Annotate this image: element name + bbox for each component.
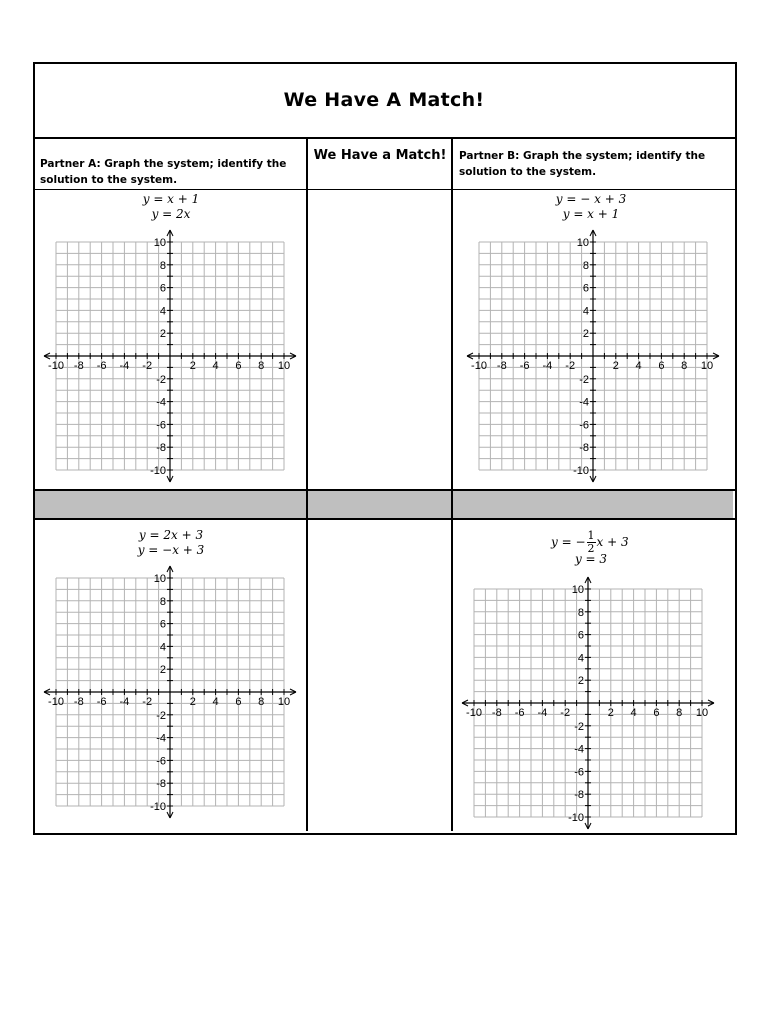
x-tick-label: 10 (700, 360, 714, 372)
b2-equation-2: y = 3 (574, 552, 608, 566)
separator-band (35, 491, 733, 518)
b2-eq1-numerator: 1 (587, 529, 595, 542)
x-tick-label: 10 (277, 360, 291, 372)
y-tick-label: 4 (159, 641, 166, 654)
y-tick-label: 6 (582, 282, 589, 295)
y-tick-label: 6 (159, 618, 166, 631)
x-tick-label: -8 (496, 360, 507, 372)
y-tick-label: 10 (576, 237, 589, 249)
partner-b-instructions: Partner B: Graph the system; identify the solution to the system. (459, 150, 706, 178)
y-tick-label: 4 (159, 305, 166, 318)
x-tick-label: -6 (519, 360, 530, 372)
x-tick-label: -2 (142, 360, 153, 372)
y-tick-label: 2 (159, 664, 166, 677)
y-tick-label: -4 (156, 732, 166, 745)
y-tick-label: 4 (577, 652, 584, 665)
y-tick-label: 2 (159, 328, 166, 341)
y-tick-label: -2 (156, 373, 166, 386)
y-tick-label: -8 (156, 778, 166, 791)
x-tick-label: -2 (560, 707, 571, 719)
y-tick-label: -4 (156, 396, 166, 409)
x-tick-label: -6 (514, 707, 525, 719)
y-tick-label: 6 (159, 282, 166, 295)
x-tick-label: 2 (189, 696, 196, 708)
y-tick-label: -4 (579, 396, 589, 409)
y-tick-label: -2 (156, 709, 166, 722)
y-tick-label: 2 (582, 328, 589, 341)
x-tick-label: 6 (235, 360, 242, 372)
y-tick-label: 2 (577, 675, 584, 688)
b2-eq1-prefix: y = − (551, 535, 586, 549)
column-divider-left (306, 138, 308, 831)
y-tick-label: -2 (574, 720, 584, 733)
x-tick-label: -6 (96, 696, 107, 708)
y-tick-label: 8 (159, 259, 166, 272)
x-tick-label: 8 (681, 360, 688, 372)
y-tick-label: 4 (582, 305, 589, 318)
a2-equation-1: y = 2x + 3 (138, 528, 204, 542)
x-tick-label: 4 (212, 696, 219, 708)
x-tick-label: 8 (258, 696, 265, 708)
header-divider (33, 189, 735, 190)
x-tick-label: -10 (48, 696, 64, 708)
x-tick-label: 6 (653, 707, 660, 719)
column-divider-right (451, 138, 453, 831)
title-divider (33, 137, 735, 139)
y-tick-label: -8 (156, 442, 166, 455)
x-tick-label: 4 (630, 707, 637, 719)
x-tick-label: -4 (542, 360, 553, 372)
x-tick-label: 2 (189, 360, 196, 372)
y-tick-label: -4 (574, 743, 584, 756)
y-tick-label: 8 (582, 259, 589, 272)
b2-eq1-suffix: x + 3 (596, 535, 629, 549)
y-tick-label: -10 (150, 801, 166, 813)
match-column-header: We Have a Match! (313, 148, 447, 163)
y-tick-label: 8 (577, 606, 584, 619)
b1-equation-2: y = x + 1 (562, 207, 620, 221)
x-tick-label: -8 (73, 360, 84, 372)
y-tick-label: -6 (579, 419, 589, 432)
x-tick-label: 4 (635, 360, 642, 372)
y-tick-label: 10 (571, 584, 584, 596)
y-tick-label: -2 (579, 373, 589, 386)
x-tick-label: -10 (48, 360, 64, 372)
x-tick-label: -6 (96, 360, 107, 372)
worksheet (33, 62, 735, 833)
b2-eq1-denominator: 2 (587, 542, 595, 555)
partner-a-instructions: Partner A: Graph the system; identify the solution to the system. (40, 158, 287, 186)
x-tick-label: 2 (607, 707, 614, 719)
y-tick-label: -8 (574, 789, 584, 802)
a1-equation-1: y = x + 1 (142, 192, 200, 206)
x-tick-label: 4 (212, 360, 219, 372)
x-tick-label: -8 (73, 696, 84, 708)
a2-equation-2: y = −x + 3 (137, 543, 205, 557)
y-tick-label: -10 (568, 812, 584, 824)
x-tick-label: -4 (119, 696, 130, 708)
b1-equation-1: y = − x + 3 (555, 192, 627, 206)
x-tick-label: 2 (612, 360, 619, 372)
x-tick-label: 10 (277, 696, 291, 708)
x-tick-label: -10 (471, 360, 487, 372)
y-tick-label: 6 (577, 629, 584, 642)
x-tick-label: -10 (466, 707, 482, 719)
x-tick-label: -2 (142, 696, 153, 708)
x-tick-label: 8 (676, 707, 683, 719)
x-tick-label: 8 (258, 360, 265, 372)
a1-equation-2: y = 2x (151, 207, 191, 221)
x-tick-label: -4 (119, 360, 130, 372)
x-tick-label: -8 (491, 707, 502, 719)
page-title: We Have A Match! (283, 89, 485, 111)
y-tick-label: 10 (153, 237, 166, 249)
y-tick-label: 10 (153, 573, 166, 585)
y-tick-label: -10 (150, 465, 166, 477)
y-tick-label: -10 (573, 465, 589, 477)
x-tick-label: -4 (537, 707, 548, 719)
x-tick-label: 6 (235, 696, 242, 708)
y-tick-label: -6 (156, 755, 166, 768)
y-tick-label: -8 (579, 442, 589, 455)
x-tick-label: 10 (695, 707, 709, 719)
y-tick-label: -6 (156, 419, 166, 432)
y-tick-label: 8 (159, 595, 166, 608)
x-tick-label: 6 (658, 360, 665, 372)
y-tick-label: -6 (574, 766, 584, 779)
band-bottom-divider (33, 518, 735, 520)
x-tick-label: -2 (565, 360, 576, 372)
